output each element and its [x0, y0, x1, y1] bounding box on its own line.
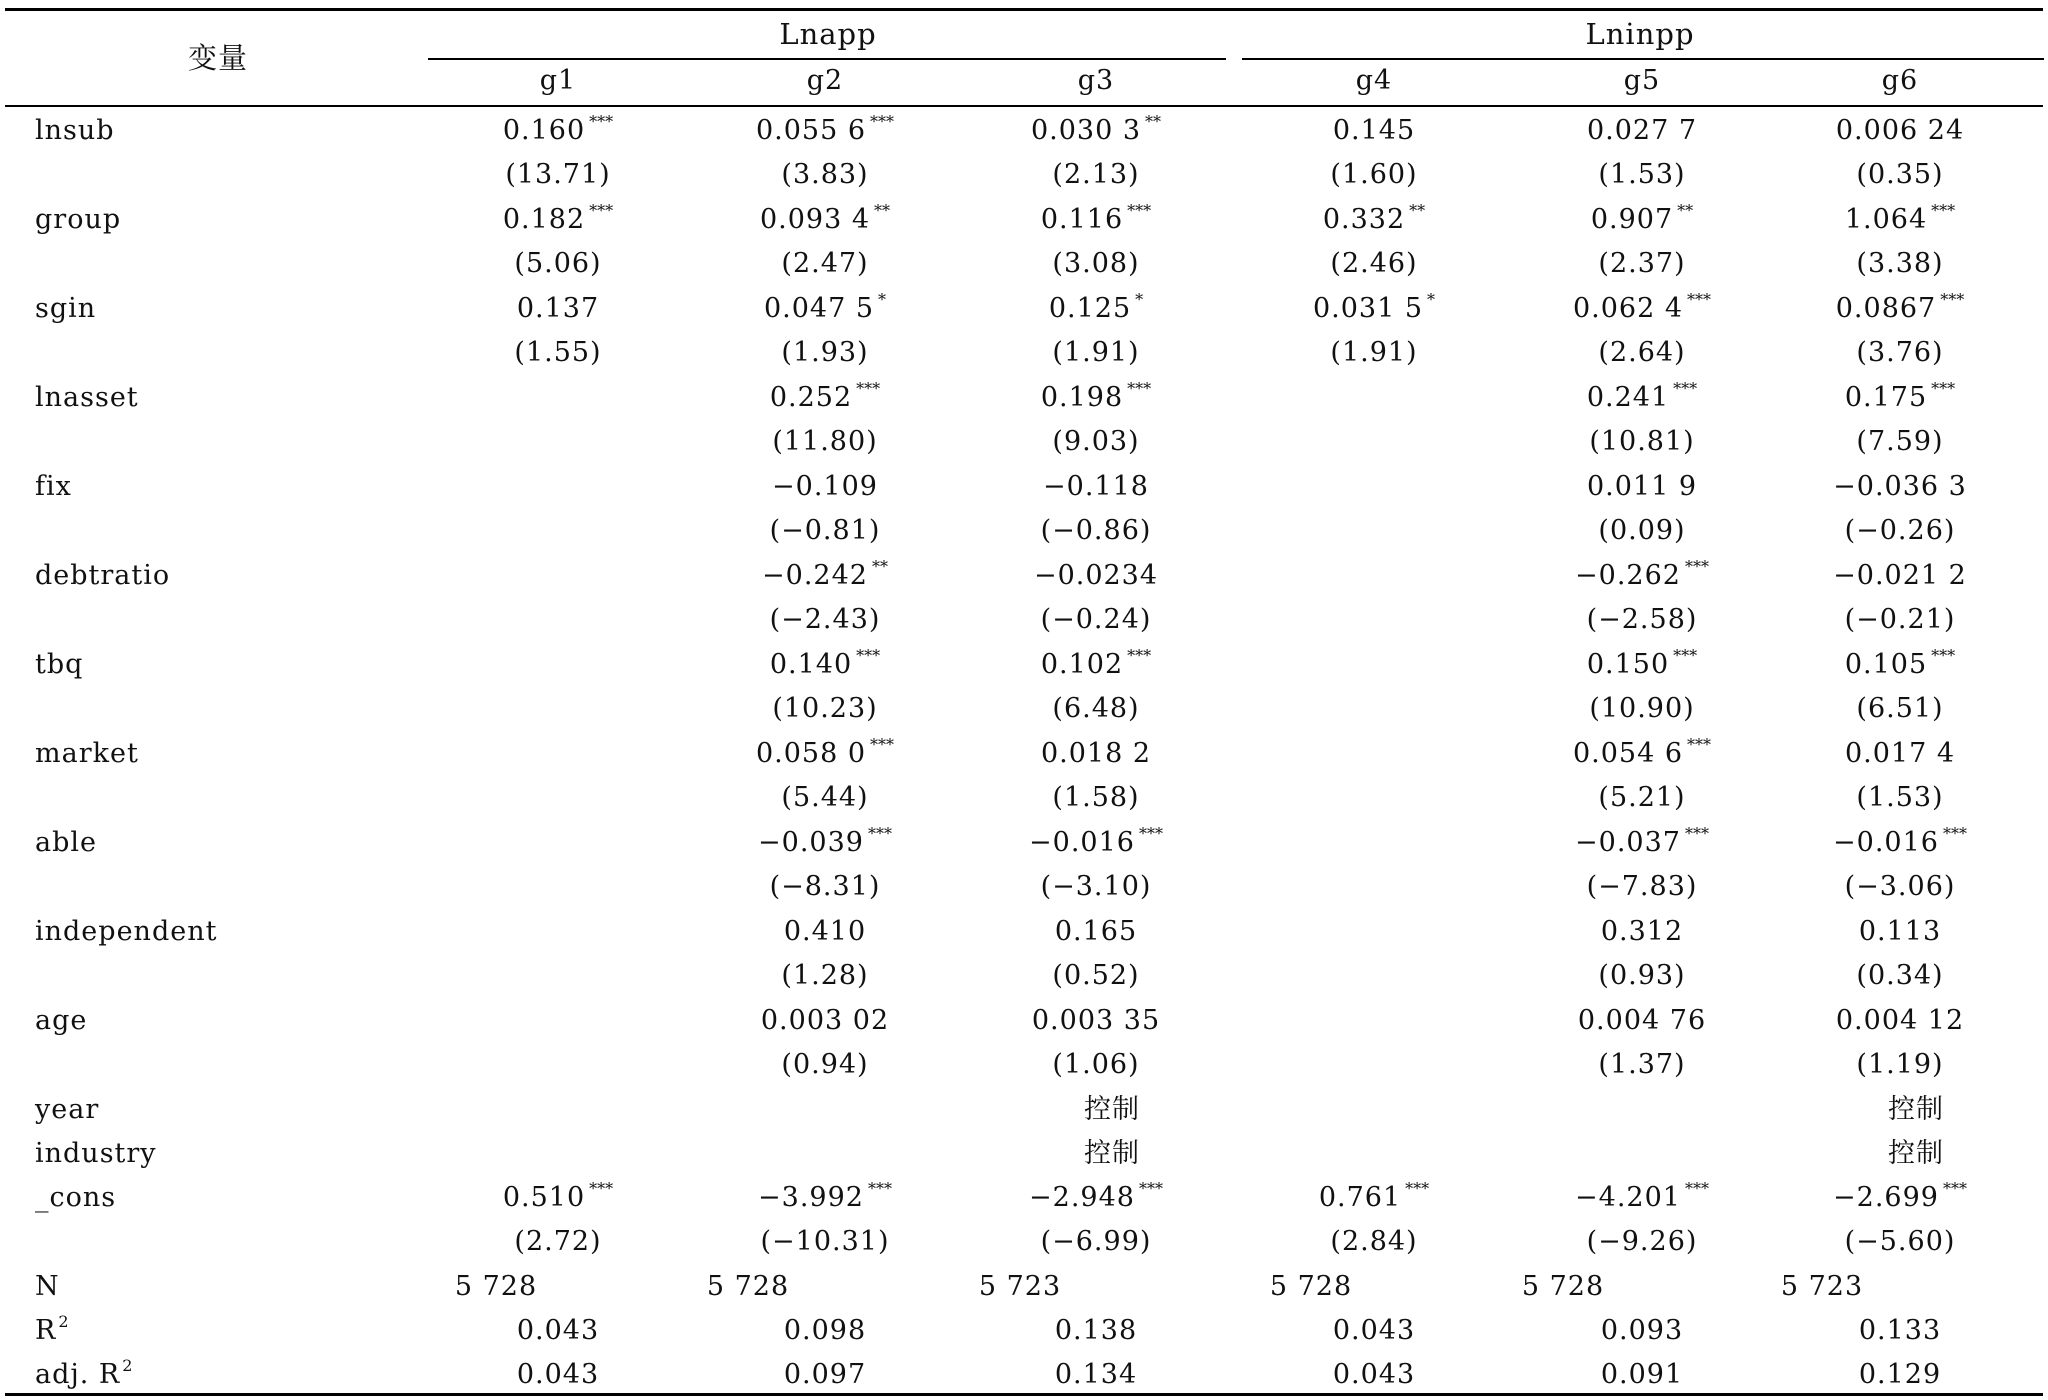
coef-cell — [1313, 292, 1435, 329]
coef-cell — [503, 1181, 613, 1218]
coef-cell — [1029, 1181, 1163, 1218]
tstat-cell: (2.64) — [1598, 337, 1686, 368]
row-label-tbq: tbq — [35, 649, 84, 680]
significance-stars: *** — [1138, 1179, 1163, 1198]
tstat-cell: (0.34) — [1856, 960, 1944, 991]
tstat-cell: (1.53) — [1598, 159, 1686, 190]
coef-value: 0.102 — [1040, 649, 1124, 680]
coef-cell — [1032, 1004, 1160, 1038]
coef-cell — [770, 381, 880, 418]
coef-value: 0.003 35 — [1031, 1005, 1161, 1036]
stat-cell: 5 728 — [706, 1271, 790, 1302]
significance-stars: *** — [1931, 201, 1956, 220]
row-label-stat — [35, 1314, 70, 1351]
coef-cell — [1845, 648, 1955, 685]
significance-stars: * — [1427, 290, 1436, 309]
tstat-cell: (10.90) — [1589, 693, 1695, 724]
column-header-g5: g5 — [1623, 65, 1661, 96]
coef-value: 0.018 2 — [1040, 738, 1152, 769]
tstat-cell: (6.48) — [1052, 693, 1140, 724]
coef-value: 0.011 9 — [1586, 471, 1698, 502]
coef-value: −3.992 — [758, 1182, 864, 1213]
coef-cell — [1323, 203, 1425, 240]
coef-value: 0.150 — [1586, 649, 1670, 680]
significance-stars: *** — [867, 1179, 892, 1198]
tstat-cell: (−10.31) — [760, 1226, 890, 1257]
coef-cell — [1049, 292, 1143, 329]
tstat-cell: (1.93) — [781, 337, 869, 368]
coef-cell — [1319, 1181, 1429, 1218]
tstat-cell: (5.06) — [514, 248, 602, 279]
stat-cell: 5 728 — [1521, 1271, 1605, 1302]
tstat-cell: (−9.26) — [1586, 1226, 1698, 1257]
column-header-g2: g2 — [806, 65, 844, 96]
coef-value: 1.064 — [1844, 204, 1928, 235]
tstat-cell: (0.93) — [1598, 960, 1686, 991]
row-label-lnsub: lnsub — [35, 115, 115, 146]
row-label-independent: independent — [35, 916, 218, 947]
tstat-cell: (1.19) — [1856, 1049, 1944, 1080]
coef-cell — [1575, 826, 1709, 863]
stat-cell: 0.097 — [783, 1359, 867, 1390]
lnapp-underline — [428, 58, 1226, 60]
coef-value: 0.031 5 — [1312, 293, 1424, 324]
coef-cell — [1587, 114, 1697, 148]
coef-cell — [762, 559, 888, 596]
significance-stars: *** — [1127, 201, 1152, 220]
coef-value: 0.0867 — [1835, 293, 1937, 324]
tstat-cell: (−2.43) — [769, 604, 881, 635]
tstat-cell: (11.80) — [772, 426, 878, 457]
bottom-rule — [5, 1393, 2043, 1396]
tstat-cell: (10.23) — [772, 693, 878, 724]
coef-value: 0.312 — [1600, 916, 1684, 947]
stat-cell: 0.043 — [516, 1315, 600, 1346]
coef-cell — [1836, 292, 1964, 329]
coef-value: 0.510 — [502, 1182, 586, 1213]
coef-cell — [1575, 1181, 1709, 1218]
significance-stars: *** — [1684, 1179, 1709, 1198]
coef-cell — [1041, 381, 1151, 418]
coef-cell — [1041, 648, 1151, 685]
superscript: 2 — [58, 1312, 70, 1331]
tstat-cell: (−0.21) — [1844, 604, 1956, 635]
tstat-cell: (−3.06) — [1844, 871, 1956, 902]
coef-cell — [1845, 203, 1955, 240]
coef-value: −0.0234 — [1033, 560, 1159, 591]
significance-stars: *** — [589, 1179, 614, 1198]
coef-cell — [756, 737, 894, 774]
tstat-cell: (2.37) — [1598, 248, 1686, 279]
significance-stars: ** — [1677, 201, 1694, 220]
stat-cell: 0.133 — [1858, 1315, 1942, 1346]
coef-value: 0.145 — [1332, 115, 1416, 146]
group-header-lninpp: Lninpp — [1585, 17, 1695, 51]
coef-cell — [1601, 915, 1683, 949]
significance-stars: *** — [1942, 1179, 1967, 1198]
coef-cell — [1859, 915, 1941, 949]
coef-cell — [1573, 737, 1711, 774]
tstat-cell: (2.84) — [1330, 1226, 1418, 1257]
tstat-cell: (1.06) — [1052, 1049, 1140, 1080]
coef-value: −2.699 — [1833, 1182, 1939, 1213]
column-header-g6: g6 — [1881, 65, 1919, 96]
coef-value: 0.004 76 — [1577, 1005, 1707, 1036]
coef-value: −0.037 — [1575, 827, 1681, 858]
coef-cell — [770, 648, 880, 685]
significance-stars: ** — [871, 557, 888, 576]
coef-value: −2.948 — [1029, 1182, 1135, 1213]
stat-name: N — [35, 1271, 60, 1302]
tstat-cell: (1.91) — [1052, 337, 1140, 368]
coef-value: 0.003 02 — [760, 1005, 890, 1036]
stat-cell: 0.129 — [1858, 1359, 1942, 1390]
coef-cell — [1055, 915, 1137, 949]
stat-cell: 5 728 — [454, 1271, 538, 1302]
significance-stars: *** — [1684, 557, 1709, 576]
tstat-cell: (−2.58) — [1586, 604, 1698, 635]
row-label-stat — [35, 1270, 60, 1304]
row-label-market: market — [35, 738, 139, 769]
tstat-cell: (5.44) — [781, 782, 869, 813]
coef-cell — [758, 826, 892, 863]
tstat-cell: (7.59) — [1856, 426, 1944, 457]
tstat-cell: (9.03) — [1052, 426, 1140, 457]
row-label-group: group — [35, 204, 122, 235]
tstat-cell: (−3.10) — [1040, 871, 1152, 902]
coef-value: 0.006 24 — [1835, 115, 1965, 146]
coef-cell — [1041, 203, 1151, 240]
significance-stars: *** — [870, 735, 895, 754]
row-label-fix: fix — [35, 471, 72, 502]
tstat-cell: (−0.86) — [1040, 515, 1152, 546]
tstat-cell: (−8.31) — [769, 871, 881, 902]
coef-value: 0.198 — [1040, 382, 1124, 413]
coef-cell — [517, 292, 599, 326]
coef-value: 0.058 0 — [755, 738, 867, 769]
significance-stars: *** — [1931, 646, 1956, 665]
coef-value: 0.047 5 — [763, 293, 875, 324]
coef-cell — [1333, 114, 1415, 148]
significance-stars: *** — [1127, 379, 1152, 398]
stat-cell: 0.091 — [1600, 1359, 1684, 1390]
tstat-cell: (−0.24) — [1040, 604, 1152, 635]
tstat-cell: (3.83) — [781, 159, 869, 190]
tstat-cell: (2.72) — [514, 1226, 602, 1257]
coef-cell — [1836, 1004, 1964, 1038]
significance-stars: *** — [1138, 824, 1163, 843]
coef-value: 0.165 — [1054, 916, 1138, 947]
row-label-year: year — [35, 1094, 100, 1125]
tstat-cell: (6.51) — [1856, 693, 1944, 724]
coef-value: −0.021 2 — [1833, 560, 1967, 591]
column-header-g3: g3 — [1077, 65, 1115, 96]
stat-cell: 0.134 — [1054, 1359, 1138, 1390]
row-label-able: able — [35, 827, 97, 858]
coef-cell — [1587, 381, 1697, 418]
coef-cell — [503, 114, 613, 151]
significance-stars: ** — [1145, 112, 1162, 131]
significance-stars: *** — [1673, 379, 1698, 398]
coef-cell — [1836, 114, 1964, 148]
significance-stars: *** — [867, 824, 892, 843]
coef-value: 0.054 6 — [1572, 738, 1684, 769]
stat-cell: 5 728 — [1269, 1271, 1353, 1302]
coef-cell — [756, 114, 894, 151]
tstat-cell: (1.91) — [1330, 337, 1418, 368]
significance-stars: *** — [1942, 824, 1967, 843]
coef-value: 0.093 4 — [759, 204, 871, 235]
column-header-g4: g4 — [1355, 65, 1393, 96]
tstat-cell: (−0.26) — [1844, 515, 1956, 546]
coef-value: 0.027 7 — [1586, 115, 1698, 146]
header-rule — [5, 105, 2043, 107]
tstat-cell: (1.55) — [514, 337, 602, 368]
significance-stars: *** — [1684, 824, 1709, 843]
row-label-industry: industry — [35, 1138, 157, 1169]
row-label-age: age — [35, 1005, 88, 1036]
row-label-stat — [35, 1358, 133, 1395]
stat-cell: 0.098 — [783, 1315, 867, 1346]
tstat-cell: (1.37) — [1598, 1049, 1686, 1080]
significance-stars: * — [1135, 290, 1144, 309]
coef-cell — [1034, 559, 1158, 593]
significance-stars: * — [878, 290, 887, 309]
coef-value: 0.137 — [516, 293, 600, 324]
coef-cell — [784, 915, 866, 949]
coef-value: 0.761 — [1318, 1182, 1402, 1213]
coef-value: 0.182 — [502, 204, 586, 235]
coef-value: 0.055 6 — [755, 115, 867, 146]
tstat-cell: (−6.99) — [1040, 1226, 1152, 1257]
top-rule — [5, 8, 2043, 11]
tstat-cell: (−7.83) — [1586, 871, 1698, 902]
control-cell: 控制 — [1084, 1094, 1140, 1125]
coef-value: −0.262 — [1575, 560, 1681, 591]
tstat-cell: (0.09) — [1598, 515, 1686, 546]
coef-value: 0.062 4 — [1572, 293, 1684, 324]
tstat-cell: (−5.60) — [1844, 1226, 1956, 1257]
coef-value: −4.201 — [1575, 1182, 1681, 1213]
coef-value: −0.036 3 — [1833, 471, 1967, 502]
coef-value: 0.113 — [1858, 916, 1942, 947]
stat-cell: 0.138 — [1054, 1315, 1138, 1346]
tstat-cell: (1.58) — [1052, 782, 1140, 813]
tstat-cell: (3.38) — [1856, 248, 1944, 279]
coef-cell — [1833, 470, 1967, 504]
tstat-cell: (1.53) — [1856, 782, 1944, 813]
coef-value: 0.004 12 — [1835, 1005, 1965, 1036]
significance-stars: *** — [589, 112, 614, 131]
coef-cell — [761, 1004, 889, 1038]
coef-value: 0.105 — [1844, 649, 1928, 680]
stat-cell: 0.043 — [516, 1359, 600, 1390]
stat-name: R — [35, 1315, 57, 1346]
significance-stars: ** — [874, 201, 891, 220]
significance-stars: *** — [1931, 379, 1956, 398]
coef-cell — [1573, 292, 1711, 329]
coef-cell — [1578, 1004, 1706, 1038]
control-cell: 控制 — [1888, 1094, 1944, 1125]
coef-value: −0.109 — [772, 471, 878, 502]
coef-cell — [1845, 737, 1955, 771]
significance-stars: ** — [1409, 201, 1426, 220]
tstat-cell: (2.47) — [781, 248, 869, 279]
coef-value: −0.118 — [1043, 471, 1149, 502]
coef-value: −0.016 — [1029, 827, 1135, 858]
stat-cell: 5 723 — [978, 1271, 1062, 1302]
tstat-cell: (2.13) — [1052, 159, 1140, 190]
coef-cell — [1833, 826, 1967, 863]
coef-cell — [1575, 559, 1709, 596]
significance-stars: *** — [589, 201, 614, 220]
tstat-cell: (5.21) — [1598, 782, 1686, 813]
significance-stars: *** — [856, 646, 881, 665]
coef-value: −0.242 — [762, 560, 868, 591]
tstat-cell: (3.08) — [1052, 248, 1140, 279]
coef-cell — [1833, 559, 1967, 593]
column-header-g1: g1 — [539, 65, 577, 96]
coef-cell — [758, 1181, 892, 1218]
row-label-lnasset: lnasset — [35, 382, 139, 413]
coef-cell — [760, 203, 890, 240]
coef-value: −0.016 — [1833, 827, 1939, 858]
control-cell: 控制 — [1888, 1138, 1944, 1169]
significance-stars: *** — [1405, 1179, 1430, 1198]
coef-value: 0.125 — [1048, 293, 1132, 324]
coef-value: 0.241 — [1586, 382, 1670, 413]
tstat-cell: (0.94) — [781, 1049, 869, 1080]
tstat-cell: (0.35) — [1856, 159, 1944, 190]
coef-cell — [1031, 114, 1161, 151]
group-header-lnapp: Lnapp — [779, 17, 877, 51]
superscript: 2 — [122, 1356, 134, 1375]
significance-stars: *** — [1673, 646, 1698, 665]
row-label-cons: _cons — [35, 1182, 117, 1213]
row-label-sgin: sgin — [35, 293, 97, 324]
tstat-cell: (1.28) — [781, 960, 869, 991]
lninpp-underline — [1242, 58, 2044, 60]
coef-cell — [1587, 648, 1697, 685]
tstat-cell: (2.46) — [1330, 248, 1418, 279]
tstat-cell: (1.60) — [1330, 159, 1418, 190]
significance-stars: *** — [1127, 646, 1152, 665]
coef-cell — [1591, 203, 1693, 240]
coef-value: 0.017 4 — [1844, 738, 1956, 769]
coef-cell — [1587, 470, 1697, 504]
coef-cell — [1041, 737, 1151, 771]
stat-name: adj. R — [35, 1359, 121, 1390]
coef-value: −0.039 — [758, 827, 864, 858]
coef-value: 0.332 — [1322, 204, 1406, 235]
coef-cell — [764, 292, 886, 329]
coef-cell — [1043, 470, 1149, 504]
stat-cell: 0.043 — [1332, 1359, 1416, 1390]
stat-cell: 0.093 — [1600, 1315, 1684, 1346]
significance-stars: *** — [1687, 290, 1712, 309]
coef-value: 0.030 3 — [1030, 115, 1142, 146]
significance-stars: *** — [1687, 735, 1712, 754]
significance-stars: *** — [870, 112, 895, 131]
tstat-cell: (0.52) — [1052, 960, 1140, 991]
coef-value: 0.116 — [1040, 204, 1124, 235]
coef-cell — [503, 203, 613, 240]
stat-cell: 5 723 — [1780, 1271, 1864, 1302]
significance-stars: *** — [856, 379, 881, 398]
coef-value: 0.160 — [502, 115, 586, 146]
coef-value: 0.410 — [783, 916, 867, 947]
tstat-cell: (13.71) — [505, 159, 611, 190]
coef-cell — [1845, 381, 1955, 418]
coef-cell — [1029, 826, 1163, 863]
tstat-cell: (10.81) — [1589, 426, 1695, 457]
coef-value: 0.140 — [769, 649, 853, 680]
row-label-debtratio: debtratio — [35, 560, 171, 591]
tstat-cell: (−0.81) — [769, 515, 881, 546]
stat-cell: 0.043 — [1332, 1315, 1416, 1346]
coef-value: 0.252 — [769, 382, 853, 413]
tstat-cell: (3.76) — [1856, 337, 1944, 368]
coef-value: 0.175 — [1844, 382, 1928, 413]
variable-header: 变量 — [188, 41, 249, 75]
coef-value: 0.907 — [1590, 204, 1674, 235]
coef-cell — [772, 470, 878, 504]
control-cell: 控制 — [1084, 1138, 1140, 1169]
significance-stars: *** — [1940, 290, 1965, 309]
coef-cell — [1833, 1181, 1967, 1218]
